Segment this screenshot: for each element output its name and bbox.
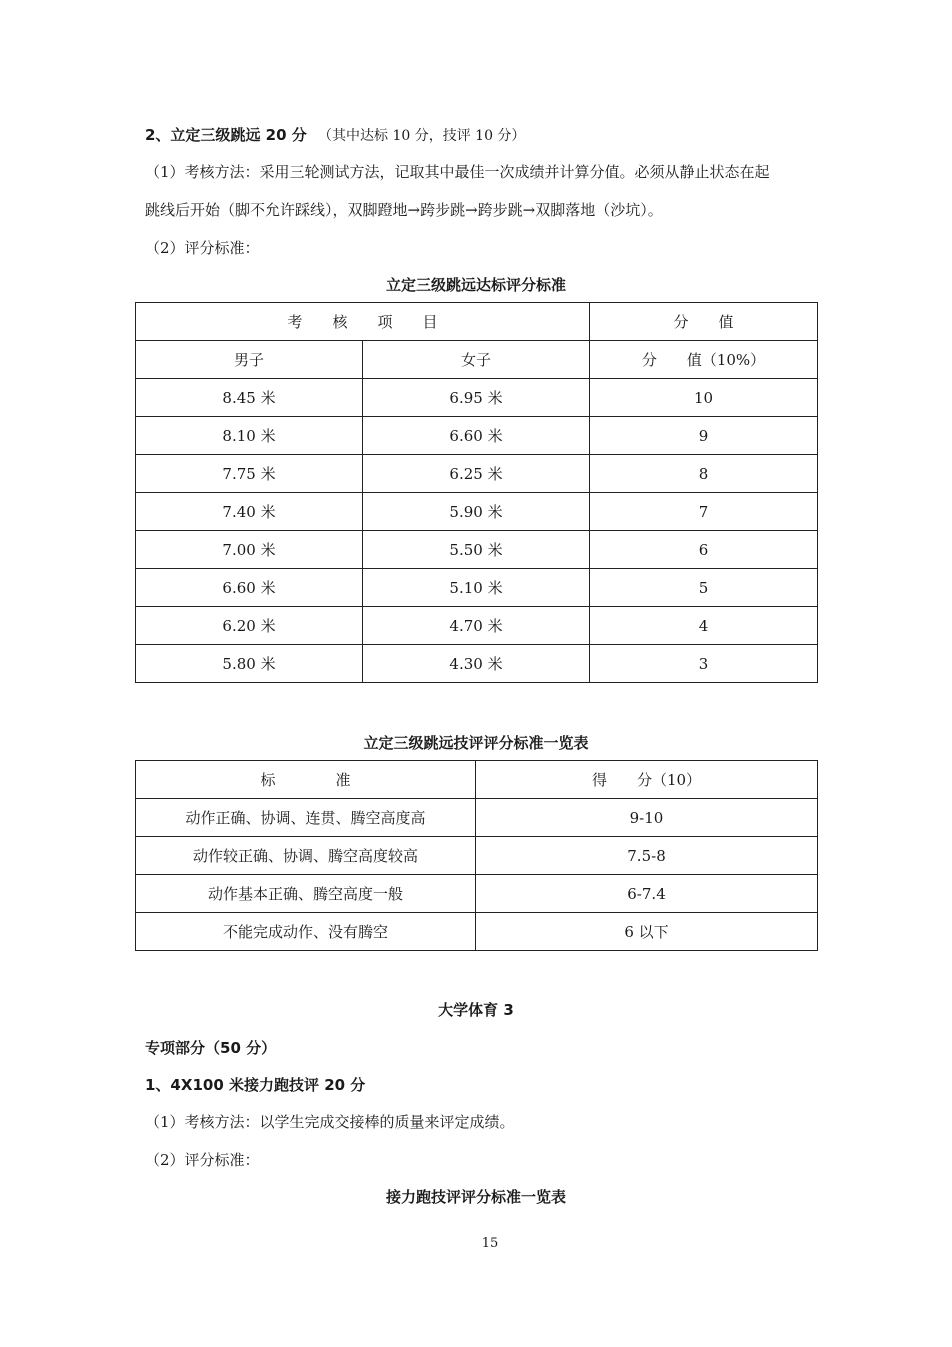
section-title: 2、立定三级跳远 20 分 bbox=[145, 126, 307, 144]
standard-score-table bbox=[135, 302, 818, 683]
male-cell: 8.45 米 bbox=[136, 379, 363, 417]
score-cell: 6-7.4 bbox=[476, 875, 818, 913]
relay-table-caption: 接力跑技评评分标准一览表 bbox=[385, 1188, 566, 1206]
table-row bbox=[136, 531, 818, 569]
standard-cell: 动作正确、协调、连贯、腾空高度高 bbox=[136, 799, 476, 837]
score-cell: 3 bbox=[590, 645, 818, 683]
table-row bbox=[136, 799, 818, 837]
male-cell: 7.40 米 bbox=[136, 493, 363, 531]
header-score: 得 分（10） bbox=[476, 761, 818, 799]
method-line-2: 跳线后开始（脚不允许踩线），双脚蹬地→跨步跳→跨步跳→双脚落地（沙坑）。 bbox=[145, 201, 663, 219]
table-row bbox=[136, 913, 818, 951]
table-header-row bbox=[136, 761, 818, 799]
section-heading bbox=[145, 124, 525, 145]
score-cell: 10 bbox=[590, 379, 818, 417]
male-cell: 6.60 米 bbox=[136, 569, 363, 607]
method-line-1: （1）考核方法：采用三轮测试方法，记取其中最佳一次成绩并计算分值。必须从静止状态在起 bbox=[145, 163, 770, 181]
table-row bbox=[136, 379, 818, 417]
female-cell: 6.25 米 bbox=[363, 455, 590, 493]
score-cell: 7.5-8 bbox=[476, 837, 818, 875]
header-standard: 标 准 bbox=[136, 761, 476, 799]
male-cell: 7.75 米 bbox=[136, 455, 363, 493]
subheader-score: 分 值（10%） bbox=[590, 341, 818, 379]
score-cell: 4 bbox=[590, 607, 818, 645]
table-row bbox=[136, 875, 818, 913]
section-note: （其中达标 10 分，技评 10 分） bbox=[318, 128, 526, 144]
table-row bbox=[136, 417, 818, 455]
page-number: 15 bbox=[481, 1236, 499, 1251]
standard-cell: 动作基本正确、腾空高度一般 bbox=[136, 875, 476, 913]
male-cell: 8.10 米 bbox=[136, 417, 363, 455]
relay-method: （1）考核方法：以学生完成交接棒的质量来评定成绩。 bbox=[145, 1113, 515, 1131]
male-cell: 7.00 米 bbox=[136, 531, 363, 569]
pe3-title: 大学体育 3 bbox=[438, 1001, 514, 1019]
table-row bbox=[136, 455, 818, 493]
table-subheader-row bbox=[136, 341, 818, 379]
score-cell: 8 bbox=[590, 455, 818, 493]
special-heading: 专项部分（50 分） bbox=[145, 1039, 277, 1057]
female-cell: 5.90 米 bbox=[363, 493, 590, 531]
score-cell: 6 bbox=[590, 531, 818, 569]
table-row bbox=[136, 837, 818, 875]
header-item: 考 核 项 目 bbox=[136, 303, 590, 341]
score-cell: 5 bbox=[590, 569, 818, 607]
table-row bbox=[136, 493, 818, 531]
female-cell: 5.10 米 bbox=[363, 569, 590, 607]
female-cell: 4.30 米 bbox=[363, 645, 590, 683]
relay-heading: 1、4X100 米接力跑技评 20 分 bbox=[145, 1076, 366, 1094]
table-header-row bbox=[136, 303, 818, 341]
standard-cell: 不能完成动作、没有腾空 bbox=[136, 913, 476, 951]
female-cell: 6.95 米 bbox=[363, 379, 590, 417]
female-cell: 4.70 米 bbox=[363, 607, 590, 645]
standard-cell: 动作较正确、协调、腾空高度较高 bbox=[136, 837, 476, 875]
male-cell: 5.80 米 bbox=[136, 645, 363, 683]
table1-caption: 立定三级跳远达标评分标准 bbox=[385, 276, 566, 294]
table2-caption: 立定三级跳远技评评分标准一览表 bbox=[363, 734, 589, 752]
female-cell: 5.50 米 bbox=[363, 531, 590, 569]
table-row bbox=[136, 569, 818, 607]
table-row bbox=[136, 645, 818, 683]
score-cell: 7 bbox=[590, 493, 818, 531]
subheader-female: 女子 bbox=[363, 341, 590, 379]
technique-score-table bbox=[135, 760, 818, 951]
criteria-label: （2）评分标准： bbox=[145, 239, 260, 257]
subheader-male: 男子 bbox=[136, 341, 363, 379]
relay-criteria-label: （2）评分标准： bbox=[145, 1151, 260, 1169]
male-cell: 6.20 米 bbox=[136, 607, 363, 645]
score-cell: 9-10 bbox=[476, 799, 818, 837]
header-score: 分 值 bbox=[590, 303, 818, 341]
score-cell: 9 bbox=[590, 417, 818, 455]
female-cell: 6.60 米 bbox=[363, 417, 590, 455]
score-cell: 6 以下 bbox=[476, 913, 818, 951]
table-row bbox=[136, 607, 818, 645]
